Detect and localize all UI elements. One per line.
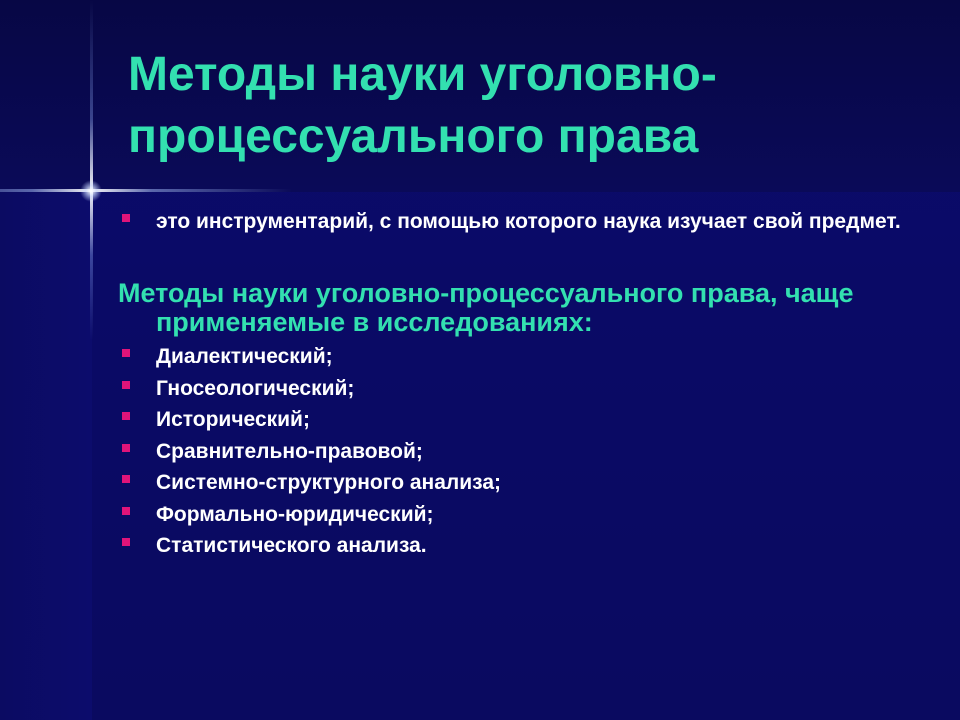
- method-item: [118, 467, 938, 499]
- square-bullet-icon: [122, 507, 130, 515]
- slide-title-line-2: процессуального права: [128, 110, 699, 163]
- method-item: [118, 404, 938, 436]
- method-item-text: Системно-структурного анализа;: [156, 471, 501, 494]
- method-item-text: Статистического анализа.: [156, 534, 427, 557]
- square-bullet-icon: [122, 349, 130, 357]
- left-band: [0, 192, 92, 720]
- square-bullet-icon: [122, 381, 130, 389]
- slide-title: [128, 44, 928, 168]
- method-item: [118, 341, 938, 373]
- methods-list: [118, 341, 938, 562]
- square-bullet-icon: [122, 538, 130, 546]
- square-bullet-icon: [122, 214, 130, 222]
- method-item-text: Формально-юридический;: [156, 502, 434, 526]
- square-bullet-icon: [122, 475, 130, 483]
- slide-title-line-1: Методы науки уголовно-: [128, 48, 717, 101]
- method-item: [118, 499, 938, 531]
- method-item: [118, 530, 938, 562]
- intro-list: [118, 206, 938, 237]
- light-flare-icon: [80, 180, 102, 202]
- method-item-text: Сравнительно-правовой;: [156, 439, 423, 463]
- intro-item: [118, 206, 938, 237]
- light-flare-vertical: [90, 0, 93, 340]
- method-item: [118, 373, 938, 405]
- light-flare-horizontal: [0, 189, 292, 192]
- square-bullet-icon: [122, 412, 130, 420]
- slide-body: [118, 206, 938, 562]
- method-item-text: Гносеологический;: [156, 376, 355, 400]
- intro-item-text: это инструментарий, с помощью которого наука изучает свой предмет.: [156, 210, 901, 233]
- method-item-text: Исторический;: [156, 408, 310, 431]
- method-item-text: Диалектический;: [156, 345, 333, 368]
- methods-subheading: Методы науки уголовно-процессуального права, чаще применяемые в исследованиях:: [118, 278, 854, 337]
- method-item: [118, 436, 938, 468]
- square-bullet-icon: [122, 444, 130, 452]
